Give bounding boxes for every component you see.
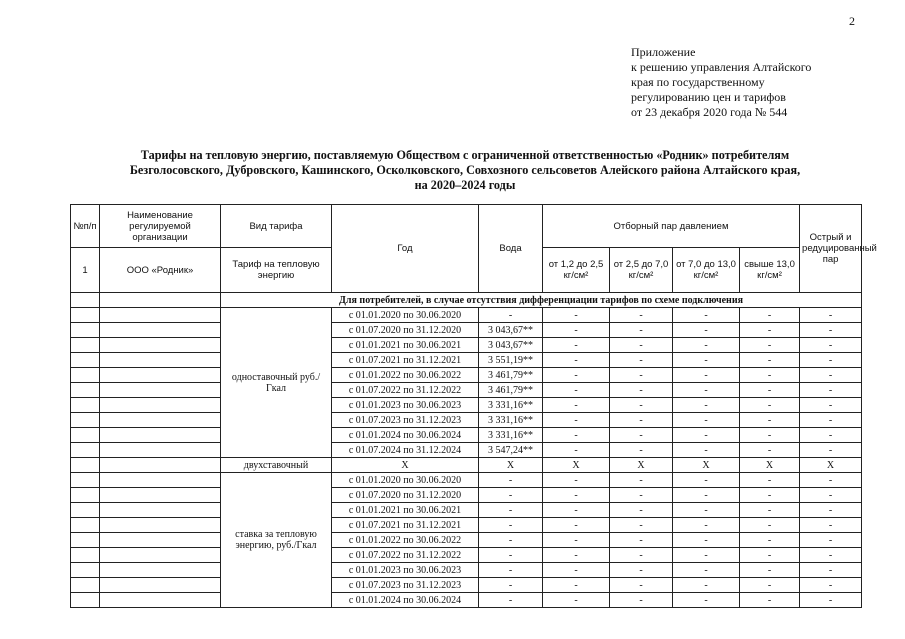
value-cell-p2: - bbox=[610, 383, 673, 398]
two-rate-label: двухставочный bbox=[221, 458, 332, 473]
value-cell-water: 3 043,67** bbox=[479, 323, 543, 338]
value-cell-p1: - bbox=[543, 503, 610, 518]
value-cell-p2: - bbox=[610, 368, 673, 383]
value-cell-p3: - bbox=[673, 443, 740, 458]
empty-cell bbox=[71, 533, 100, 548]
header-steam-group: Отборный пар давлением bbox=[543, 205, 800, 248]
value-cell-water: - bbox=[479, 548, 543, 563]
table-row bbox=[71, 518, 862, 533]
value-cell-p3: - bbox=[673, 398, 740, 413]
value-cell-p3: - bbox=[673, 563, 740, 578]
value-cell-sharp: - bbox=[800, 473, 862, 488]
value-cell-p4: - bbox=[740, 443, 800, 458]
value-cell-water: 3 461,79** bbox=[479, 383, 543, 398]
header-water: Вода bbox=[479, 205, 543, 293]
value-cell-water: - bbox=[479, 593, 543, 608]
empty-cell bbox=[100, 398, 221, 413]
table-row bbox=[71, 413, 862, 428]
value-cell-p1: - bbox=[543, 488, 610, 503]
table-row bbox=[71, 458, 862, 473]
period-cell: с 01.01.2020 по 30.06.2020 bbox=[332, 473, 479, 488]
x-mark-cell: X bbox=[740, 458, 800, 473]
value-cell-p2: - bbox=[610, 473, 673, 488]
value-cell-p2: - bbox=[610, 413, 673, 428]
empty-cell bbox=[100, 593, 221, 608]
header-num: №п/п bbox=[71, 205, 100, 248]
document-title bbox=[70, 148, 860, 193]
x-mark-cell: X bbox=[479, 458, 543, 473]
empty-cell bbox=[100, 473, 221, 488]
value-cell-p3: - bbox=[673, 473, 740, 488]
value-cell-p2: - bbox=[610, 503, 673, 518]
value-cell-sharp: - bbox=[800, 503, 862, 518]
table-row bbox=[71, 578, 862, 593]
table-row bbox=[71, 353, 862, 368]
period-cell: с 01.07.2021 по 31.12.2021 bbox=[332, 353, 479, 368]
value-cell-p2: - bbox=[610, 593, 673, 608]
x-mark-cell: X bbox=[543, 458, 610, 473]
header-pressure-1: от 1,2 до 2,5 кг/см² bbox=[543, 248, 610, 293]
value-cell-p4: - bbox=[740, 428, 800, 443]
table-row bbox=[71, 383, 862, 398]
table-row bbox=[71, 368, 862, 383]
period-cell: с 01.07.2022 по 31.12.2022 bbox=[332, 383, 479, 398]
appendix-line: края по государственному bbox=[631, 75, 765, 89]
value-cell-p4: - bbox=[740, 578, 800, 593]
value-cell-p4: - bbox=[740, 383, 800, 398]
value-cell-water: - bbox=[479, 518, 543, 533]
page-number: 2 bbox=[849, 14, 855, 28]
empty-cell bbox=[71, 443, 100, 458]
period-cell: с 01.01.2021 по 30.06.2021 bbox=[332, 338, 479, 353]
value-cell-water: 3 331,16** bbox=[479, 413, 543, 428]
table-row bbox=[71, 488, 862, 503]
empty-cell bbox=[100, 323, 221, 338]
value-cell-p3: - bbox=[673, 323, 740, 338]
empty-cell bbox=[71, 338, 100, 353]
value-cell-p3: - bbox=[673, 503, 740, 518]
value-cell-p1: - bbox=[543, 533, 610, 548]
value-cell-sharp: - bbox=[800, 563, 862, 578]
period-cell: с 01.07.2023 по 31.12.2023 bbox=[332, 578, 479, 593]
table-row bbox=[71, 533, 862, 548]
table-row bbox=[71, 503, 862, 518]
value-cell-p2: - bbox=[610, 533, 673, 548]
value-cell-p3: - bbox=[673, 518, 740, 533]
value-cell-water: - bbox=[479, 578, 543, 593]
empty-cell bbox=[71, 428, 100, 443]
value-cell-sharp: - bbox=[800, 443, 862, 458]
value-cell-p1: - bbox=[543, 413, 610, 428]
appendix-block bbox=[631, 45, 811, 120]
empty-cell bbox=[100, 548, 221, 563]
period-cell: с 01.01.2020 по 30.06.2020 bbox=[332, 308, 479, 323]
value-cell-water: - bbox=[479, 563, 543, 578]
empty-cell bbox=[100, 308, 221, 323]
value-cell-p1: - bbox=[543, 443, 610, 458]
value-cell-water: - bbox=[479, 473, 543, 488]
empty-cell bbox=[71, 413, 100, 428]
tariff-type-label: одноставочный руб./Гкал bbox=[221, 308, 332, 458]
empty-cell bbox=[100, 413, 221, 428]
value-cell-p2: - bbox=[610, 443, 673, 458]
header-org: Наименование регулируемой организации bbox=[100, 205, 221, 248]
empty-cell bbox=[71, 503, 100, 518]
value-cell-p4: - bbox=[740, 473, 800, 488]
empty-cell bbox=[71, 563, 100, 578]
period-cell: с 01.01.2024 по 30.06.2024 bbox=[332, 428, 479, 443]
value-cell-p4: - bbox=[740, 413, 800, 428]
empty-cell bbox=[71, 593, 100, 608]
value-cell-p2: - bbox=[610, 398, 673, 413]
empty-cell bbox=[71, 548, 100, 563]
tariff-table bbox=[70, 204, 877, 608]
empty-cell bbox=[71, 383, 100, 398]
empty-cell bbox=[71, 398, 100, 413]
value-cell-p1: - bbox=[543, 548, 610, 563]
header-sharp-steam: Острый и редуцированный пар bbox=[800, 205, 862, 293]
value-cell-p4: - bbox=[740, 353, 800, 368]
value-cell-p4: - bbox=[740, 368, 800, 383]
value-cell-p2: - bbox=[610, 428, 673, 443]
value-cell-sharp: - bbox=[800, 323, 862, 338]
empty-cell bbox=[100, 488, 221, 503]
value-cell-sharp: - bbox=[800, 368, 862, 383]
period-cell: с 01.07.2021 по 31.12.2021 bbox=[332, 518, 479, 533]
value-cell-water: 3 331,16** bbox=[479, 428, 543, 443]
table-row bbox=[71, 338, 862, 353]
value-cell-sharp: - bbox=[800, 413, 862, 428]
table-row bbox=[71, 308, 862, 323]
empty-cell bbox=[71, 353, 100, 368]
value-cell-p3: - bbox=[673, 593, 740, 608]
value-cell-p2: - bbox=[610, 548, 673, 563]
value-cell-water: 3 551,19** bbox=[479, 353, 543, 368]
value-cell-water: - bbox=[479, 503, 543, 518]
value-cell-p1: - bbox=[543, 323, 610, 338]
period-cell: с 01.01.2022 по 30.06.2022 bbox=[332, 368, 479, 383]
value-cell-water: 3 461,79** bbox=[479, 368, 543, 383]
value-cell-p4: - bbox=[740, 548, 800, 563]
value-cell-p4: - bbox=[740, 518, 800, 533]
empty-cell bbox=[100, 428, 221, 443]
value-cell-water: 3 547,24** bbox=[479, 443, 543, 458]
table-row bbox=[71, 563, 862, 578]
x-mark-cell: X bbox=[610, 458, 673, 473]
empty-cell bbox=[71, 308, 100, 323]
value-cell-p3: - bbox=[673, 413, 740, 428]
value-cell-p1: - bbox=[543, 338, 610, 353]
value-cell-p2: - bbox=[610, 563, 673, 578]
value-cell-water: 3 043,67** bbox=[479, 338, 543, 353]
period-cell: с 01.07.2022 по 31.12.2022 bbox=[332, 548, 479, 563]
empty-cell bbox=[100, 578, 221, 593]
period-cell: с 01.07.2024 по 31.12.2024 bbox=[332, 443, 479, 458]
appendix-line: регулированию цен и тарифов bbox=[631, 90, 786, 104]
empty-cell bbox=[71, 473, 100, 488]
value-cell-p3: - bbox=[673, 488, 740, 503]
empty-cell bbox=[71, 323, 100, 338]
value-cell-p2: - bbox=[610, 338, 673, 353]
value-cell-p3: - bbox=[673, 338, 740, 353]
value-cell-p4: - bbox=[740, 398, 800, 413]
value-cell-water: - bbox=[479, 308, 543, 323]
value-cell-sharp: - bbox=[800, 398, 862, 413]
appendix-line: к решению управления Алтайского bbox=[631, 60, 812, 74]
value-cell-p4: - bbox=[740, 488, 800, 503]
period-cell: с 01.01.2023 по 30.06.2023 bbox=[332, 563, 479, 578]
empty-cell bbox=[71, 368, 100, 383]
value-cell-p4: - bbox=[740, 323, 800, 338]
value-cell-p3: - bbox=[673, 368, 740, 383]
value-cell-sharp: - bbox=[800, 308, 862, 323]
value-cell-p1: - bbox=[543, 578, 610, 593]
row-num: 1 bbox=[71, 248, 100, 293]
empty-cell bbox=[71, 518, 100, 533]
value-cell-p4: - bbox=[740, 563, 800, 578]
appendix-line: Приложение bbox=[631, 45, 696, 59]
value-cell-p2: - bbox=[610, 323, 673, 338]
value-cell-p2: - bbox=[610, 308, 673, 323]
empty-cell bbox=[100, 443, 221, 458]
value-cell-sharp: - bbox=[800, 428, 862, 443]
empty-cell bbox=[100, 563, 221, 578]
value-cell-p4: - bbox=[740, 503, 800, 518]
period-cell: с 01.01.2022 по 30.06.2022 bbox=[332, 533, 479, 548]
period-cell: с 01.07.2020 по 31.12.2020 bbox=[332, 323, 479, 338]
header-pressure-4: свыше 13,0 кг/см² bbox=[740, 248, 800, 293]
value-cell-p2: - bbox=[610, 488, 673, 503]
x-mark-cell: X bbox=[673, 458, 740, 473]
empty-cell bbox=[100, 353, 221, 368]
value-cell-p3: - bbox=[673, 548, 740, 563]
value-cell-sharp: - bbox=[800, 578, 862, 593]
value-cell-sharp: - bbox=[800, 353, 862, 368]
period-cell: с 01.01.2024 по 30.06.2024 bbox=[332, 593, 479, 608]
value-cell-sharp: - bbox=[800, 593, 862, 608]
value-cell-sharp: - bbox=[800, 383, 862, 398]
empty-cell bbox=[71, 488, 100, 503]
table-row bbox=[71, 428, 862, 443]
header-pressure-3: от 7,0 до 13,0 кг/см² bbox=[673, 248, 740, 293]
table-row bbox=[71, 593, 862, 608]
value-cell-p3: - bbox=[673, 308, 740, 323]
table-row bbox=[71, 398, 862, 413]
value-cell-p1: - bbox=[543, 473, 610, 488]
value-cell-water: - bbox=[479, 533, 543, 548]
table-row bbox=[71, 443, 862, 458]
title-line: на 2020–2024 годы bbox=[414, 178, 516, 192]
value-cell-p1: - bbox=[543, 383, 610, 398]
empty-cell bbox=[100, 533, 221, 548]
value-cell-p1: - bbox=[543, 518, 610, 533]
value-cell-sharp: - bbox=[800, 518, 862, 533]
value-cell-p3: - bbox=[673, 578, 740, 593]
value-cell-p1: - bbox=[543, 398, 610, 413]
value-cell-p4: - bbox=[740, 338, 800, 353]
empty-cell bbox=[100, 518, 221, 533]
empty-cell bbox=[100, 293, 221, 308]
value-cell-sharp: - bbox=[800, 338, 862, 353]
value-cell-p2: - bbox=[610, 578, 673, 593]
value-cell-p1: - bbox=[543, 308, 610, 323]
value-cell-p4: - bbox=[740, 593, 800, 608]
value-cell-p1: - bbox=[543, 563, 610, 578]
period-cell: с 01.07.2020 по 31.12.2020 bbox=[332, 488, 479, 503]
empty-cell bbox=[71, 578, 100, 593]
table-row bbox=[71, 323, 862, 338]
empty-cell bbox=[71, 293, 100, 308]
value-cell-sharp: - bbox=[800, 533, 862, 548]
period-cell: с 01.01.2023 по 30.06.2023 bbox=[332, 398, 479, 413]
org-name: ООО «Родник» bbox=[100, 248, 221, 293]
period-cell: с 01.01.2021 по 30.06.2021 bbox=[332, 503, 479, 518]
section-label: Для потребителей, в случае отсутствия дифференциации тарифов по схеме подключения bbox=[221, 293, 862, 308]
value-cell-p3: - bbox=[673, 533, 740, 548]
value-cell-p3: - bbox=[673, 428, 740, 443]
appendix-line: от 23 декабря 2020 года № 544 bbox=[631, 105, 788, 119]
table-row bbox=[71, 473, 862, 488]
table-row bbox=[71, 548, 862, 563]
empty-cell bbox=[100, 383, 221, 398]
tariff-kind: Тариф на тепловую энергию bbox=[221, 248, 332, 293]
empty-cell bbox=[100, 368, 221, 383]
value-cell-p1: - bbox=[543, 593, 610, 608]
value-cell-water: 3 331,16** bbox=[479, 398, 543, 413]
value-cell-p1: - bbox=[543, 353, 610, 368]
x-mark-cell: X bbox=[332, 458, 479, 473]
empty-cell bbox=[100, 503, 221, 518]
value-cell-p3: - bbox=[673, 383, 740, 398]
tariff-type-label: ставка за тепловую энергию, руб./Гкал bbox=[221, 473, 332, 608]
header-year: Год bbox=[332, 205, 479, 293]
value-cell-p4: - bbox=[740, 308, 800, 323]
empty-cell bbox=[100, 338, 221, 353]
value-cell-p2: - bbox=[610, 518, 673, 533]
empty-cell bbox=[71, 458, 100, 473]
title-line: Безголосовского, Дубровского, Кашинского, Осколковского, Совхозного сельсоветов Алейского района Алтайского края, bbox=[129, 163, 801, 177]
value-cell-water: - bbox=[479, 488, 543, 503]
header-tariff-type: Вид тарифа bbox=[221, 205, 332, 248]
value-cell-sharp: - bbox=[800, 488, 862, 503]
value-cell-sharp: - bbox=[800, 548, 862, 563]
value-cell-p1: - bbox=[543, 428, 610, 443]
x-mark-cell: X bbox=[800, 458, 862, 473]
value-cell-p2: - bbox=[610, 353, 673, 368]
header-pressure-2: от 2,5 до 7,0 кг/см² bbox=[610, 248, 673, 293]
period-cell: с 01.07.2023 по 31.12.2023 bbox=[332, 413, 479, 428]
empty-cell bbox=[100, 458, 221, 473]
value-cell-p4: - bbox=[740, 533, 800, 548]
title-line: Тарифы на тепловую энергию, поставляемую Обществом с ограниченной ответственностью «Родник» потребителям bbox=[140, 148, 790, 162]
value-cell-p1: - bbox=[543, 368, 610, 383]
value-cell-p3: - bbox=[673, 353, 740, 368]
